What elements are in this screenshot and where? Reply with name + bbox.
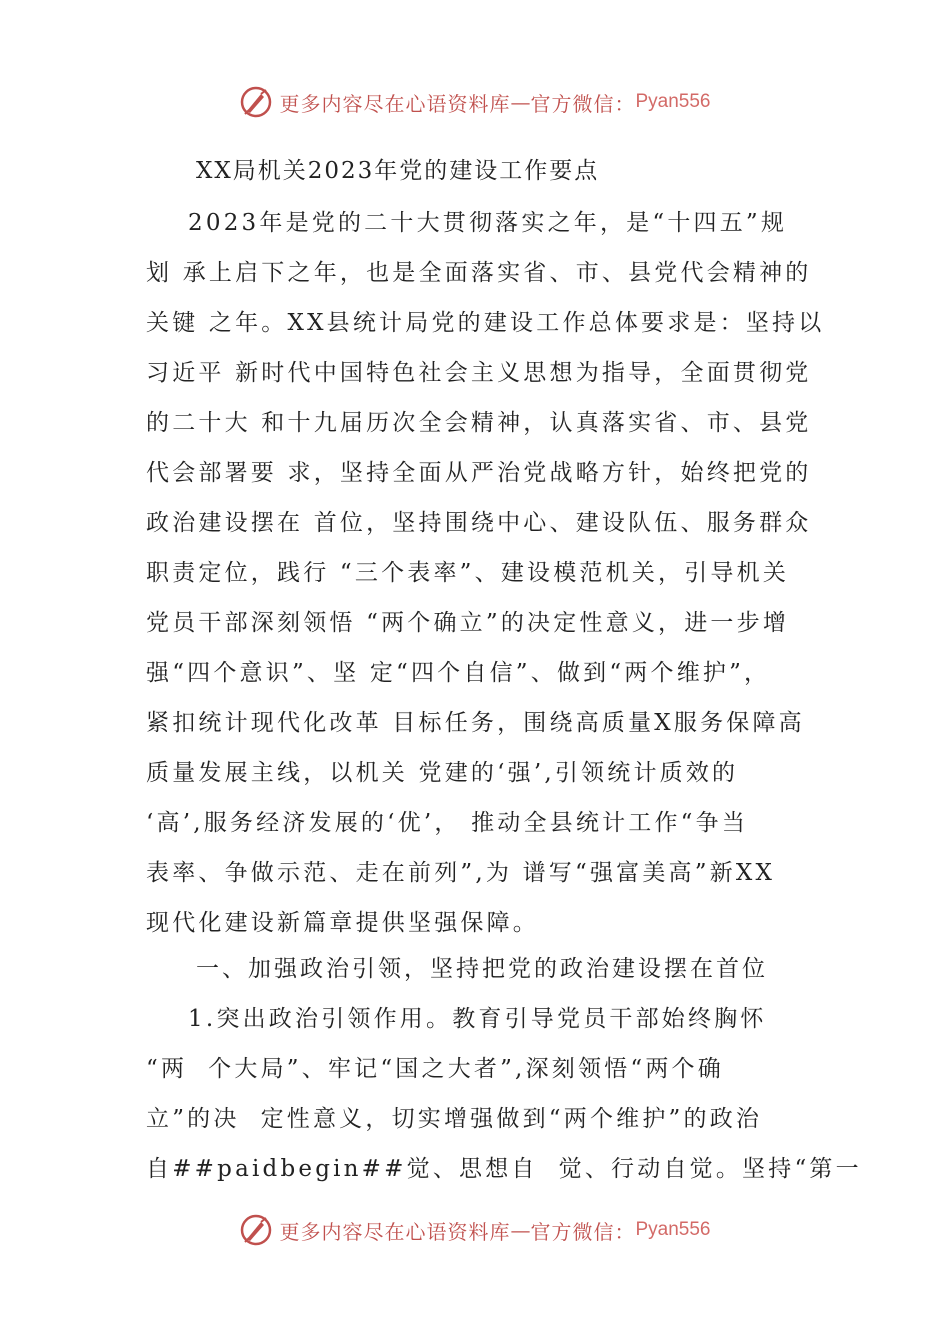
text-line: 表率、争做示范、走在前列”,为 谱写“强富美高”新XX: [146, 860, 776, 886]
text-line: 现代化建设新篇章提供坚强保障。: [146, 910, 539, 936]
text-line: 1.突出政治引领作用。教育引导党员干部始终胸怀: [146, 1006, 767, 1032]
text-line: 政治建设摆在 首位，坚持围绕中心、建设队伍、服务群众: [146, 510, 812, 536]
text-line: 立”的决 定性意义，切实增强做到“两个维护”的政治: [146, 1106, 763, 1132]
text-line: 质量发展主线，以机关 党建的‘强’,引领统计质效的: [146, 760, 739, 786]
text-line: 关键 之年。XX县统计局党的建设工作总体要求是：坚持以: [146, 310, 825, 336]
watermark-text: 更多内容尽在心语资料库: [279, 91, 511, 116]
watermark-contact-label: 官方微信：: [530, 1219, 636, 1244]
document-title: XX局机关2023年党的建设工作要点: [196, 158, 600, 184]
text-line: 自##paidbegin##觉、思想自 觉、行动自觉。坚持“第一: [146, 1156, 862, 1182]
text-line: 职责定位，践行 “三个表率”、建设模范机关，引导机关: [146, 560, 790, 586]
text-line: 紧扣统计现代化改革 目标任务，围绕高质量X服务保障高: [146, 710, 805, 736]
text-line: “两 个大局”、牢记“国之大者”,深刻领悟“两个确: [146, 1056, 724, 1082]
quill-pen-logo-icon: [239, 85, 273, 119]
text-line: ‘高’,服务经济发展的‘优’， 推动全县统计工作“争当: [146, 810, 749, 836]
intro-paragraph: [146, 198, 826, 948]
text-line: 党员干部深刻领悟 “两个确立”的决定性意义，进一步增: [146, 610, 790, 636]
text-line: 代会部署要 求，坚持全面从严治党战略方针，始终把党的: [146, 460, 812, 486]
section-paragraph: [146, 994, 862, 1194]
text-line: 习近平 新时代中国特色社会主义思想为指导，全面贯彻党: [146, 360, 812, 386]
watermark-contact-id: Pyan556: [635, 1219, 711, 1240]
section-heading: 一、加强政治引领，坚持把党的政治建设摆在首位: [196, 956, 768, 982]
watermark-text: 更多内容尽在心语资料库: [279, 1219, 511, 1244]
watermark-banner-top: [0, 80, 950, 124]
text-line: 强“四个意识”、坚 定“四个自信”、做到“两个维护”，: [146, 660, 771, 686]
watermark-dash: —: [510, 90, 531, 114]
watermark-dash: —: [510, 1218, 531, 1242]
text-line: 划 承上启下之年，也是全面落实省、市、县党代会精神的: [146, 260, 812, 286]
text-line: 2023年是党的二十大贯彻落实之年，是“十四五”规: [146, 210, 788, 236]
watermark-contact-label: 官方微信：: [530, 91, 636, 116]
quill-pen-logo-icon: [239, 1213, 273, 1247]
text-line: 的二十大 和十九届历次全会精神，认真落实省、市、县党: [146, 410, 812, 436]
watermark-banner-bottom: [0, 1208, 950, 1252]
watermark-contact-id: Pyan556: [635, 91, 711, 112]
